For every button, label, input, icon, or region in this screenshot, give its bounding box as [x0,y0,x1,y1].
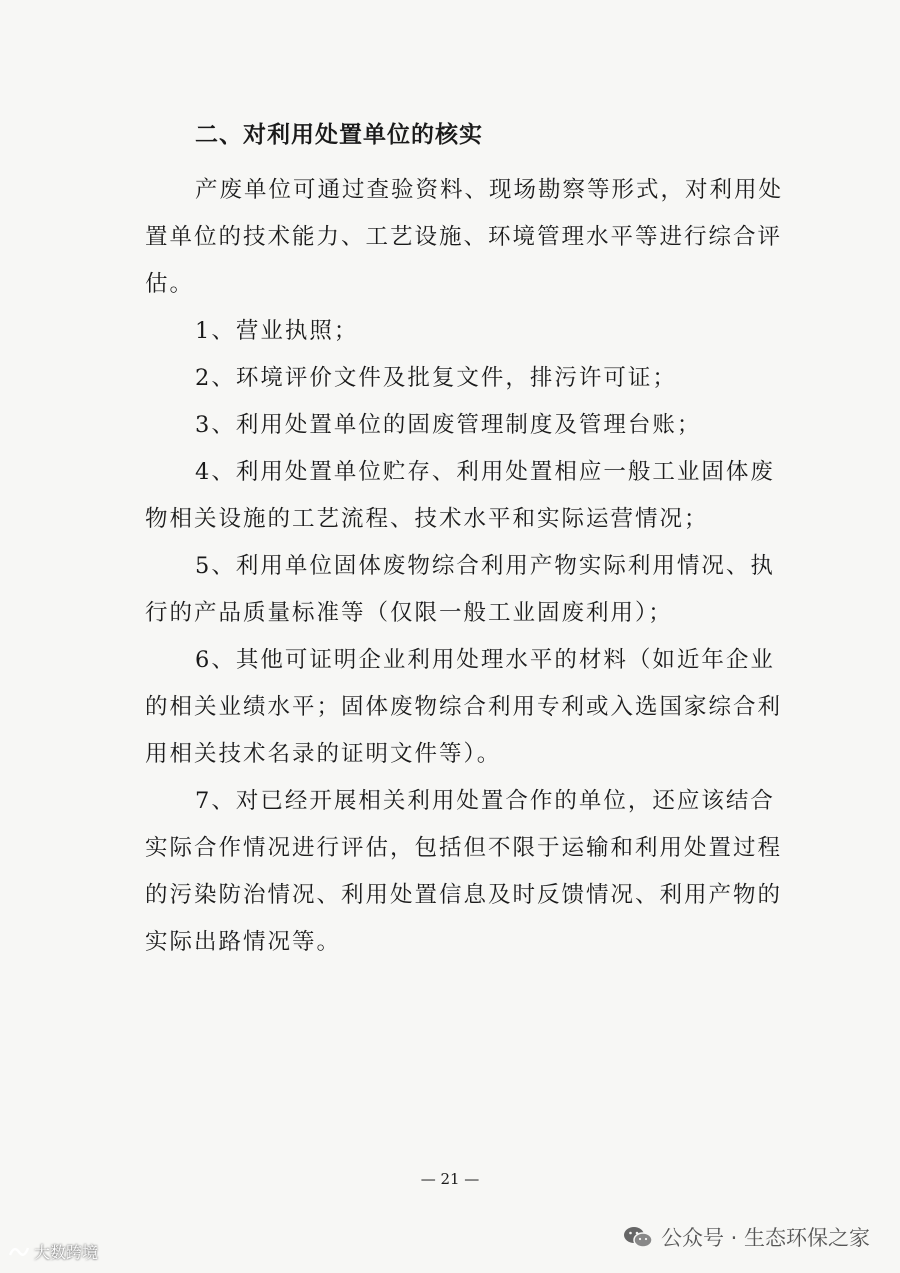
watermark-text: 公众号 · 生态环保之家 [660,1226,870,1250]
wechat-watermark [623,1222,870,1252]
intro-line-1: 产废单位可通过查验资料、现场勘察等形式，对利用处 [195,177,784,203]
corner-logo [8,1240,98,1263]
intro-line-3: 估。 [145,271,195,297]
item-7-line-2: 实际合作情况进行评估，包括但不限于运输和利用处置过程 [145,835,783,861]
item-7-line-3: 的污染防治情况、利用处置信息及时反馈情况、利用产物的 [145,882,783,908]
item-1-line-1: 1、营业执照； [195,318,359,344]
item-7-line-1: 7、对已经开展相关利用处置合作的单位，还应该结合 [195,788,775,814]
wechat-icon [623,1225,653,1249]
item-5-line-2: 行的产品质量标准等（仅限一般工业固废利用）； [145,600,673,626]
item-4-line-1: 4、利用处置单位贮存、利用处置相应一般工业固体废 [195,459,775,485]
intro-line-2: 置单位的技术能力、工艺设施、环境管理水平等进行综合评 [145,224,783,250]
logo-text: 大数跨境 [34,1243,99,1262]
page-number: — 21 — [420,1170,480,1188]
section-heading: 二、对利用处置单位的核实 [195,122,483,148]
item-2-line-1: 2、环境评价文件及批复文件，排污许可证； [195,365,677,391]
item-5-line-1: 5、利用单位固体废物综合利用产物实际利用情况、执 [195,553,775,579]
logo-icon [8,1243,30,1261]
item-7-line-4: 实际出路情况等。 [145,929,342,955]
item-6-line-3: 用相关技术名录的证明文件等）。 [145,741,502,767]
item-6-line-1: 6、其他可证明企业利用处理水平的材料（如近年企业 [195,647,775,673]
item-6-line-2: 的相关业绩水平；固体废物综合利用专利或入选国家综合利 [145,694,783,720]
item-4-line-2: 物相关设施的工艺流程、技术水平和实际运营情况； [145,506,709,532]
item-3-line-1: 3、利用处置单位的固废管理制度及管理台账； [195,412,702,438]
